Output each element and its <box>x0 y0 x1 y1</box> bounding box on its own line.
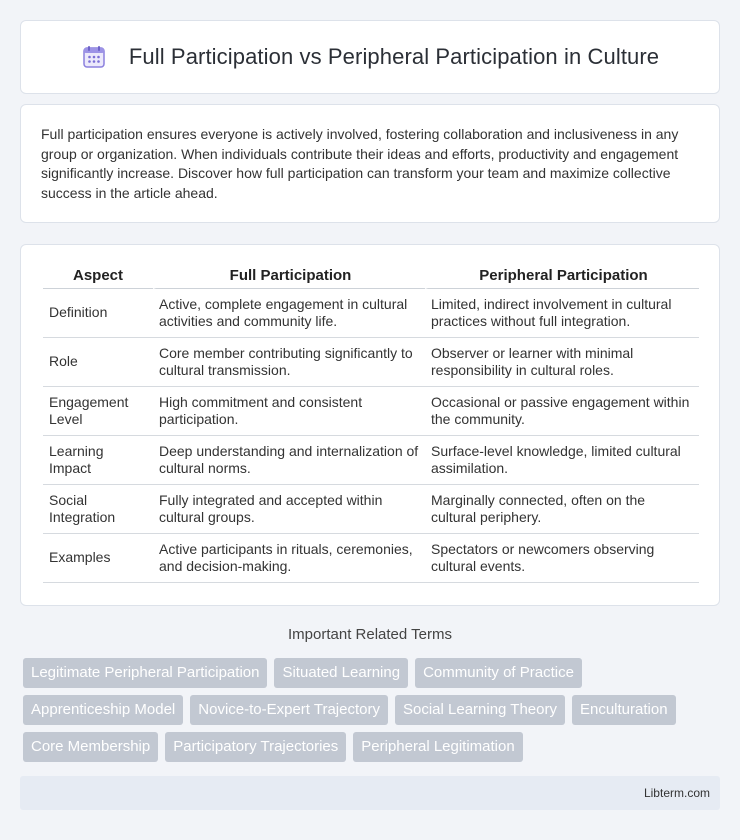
related-terms-heading: Important Related Terms <box>288 626 452 643</box>
page-title: Full Participation vs Peripheral Participation in Culture <box>128 44 660 69</box>
footer <box>20 776 720 810</box>
footer-site-link[interactable]: Libterm.com <box>643 786 710 800</box>
row-peripheral: Marginally connected, often on the cultural periphery. <box>425 485 699 534</box>
intro-card <box>20 104 720 223</box>
header-full-participation: Full Participation <box>153 265 425 289</box>
row-aspect: Definition <box>43 289 153 338</box>
table-row <box>43 534 699 583</box>
title-card <box>20 20 720 94</box>
header-peripheral-participation: Peripheral Participation <box>425 265 699 289</box>
row-aspect: Engagement Level <box>43 387 153 436</box>
term-tag[interactable]: Enculturation <box>572 695 676 725</box>
term-tag[interactable]: Participatory Trajectories <box>165 732 346 762</box>
table-row <box>43 387 699 436</box>
row-full: Active, complete engagement in cultural activities and community life. <box>153 289 425 338</box>
row-aspect: Social Integration <box>43 485 153 534</box>
table-row <box>43 485 699 534</box>
row-peripheral: Spectators or newcomers observing cultural events. <box>425 534 699 583</box>
comparison-table <box>43 265 699 583</box>
table-row <box>43 436 699 485</box>
row-peripheral: Surface-level knowledge, limited cultural assimilation. <box>425 436 699 485</box>
row-full: High commitment and consistent participation. <box>153 387 425 436</box>
related-terms-list <box>23 658 723 769</box>
term-tag[interactable]: Novice-to-Expert Trajectory <box>190 695 388 725</box>
row-full: Deep understanding and internalization of cultural norms. <box>153 436 425 485</box>
row-aspect: Examples <box>43 534 153 583</box>
comparison-table-card <box>20 244 720 606</box>
row-aspect: Role <box>43 338 153 387</box>
row-aspect: Learning Impact <box>43 436 153 485</box>
row-peripheral: Occasional or passive engagement within the community. <box>425 387 699 436</box>
header-aspect: Aspect <box>43 265 153 289</box>
row-full: Core member contributing significantly to cultural transmission. <box>153 338 425 387</box>
term-tag[interactable]: Social Learning Theory <box>395 695 565 725</box>
term-tag[interactable]: Core Membership <box>23 732 158 762</box>
intro-paragraph: Full participation ensures everyone is actively involved, fostering collaboration and inclusiveness in any group or organization. When individuals contribute their ideas and efforts, productivity and engagement significantly increase. Discover how full participation can transform your team and maximize collective success in the article ahead. <box>41 126 679 201</box>
table-header-row <box>43 265 699 289</box>
table-row <box>43 338 699 387</box>
row-full: Fully integrated and accepted within cultural groups. <box>153 485 425 534</box>
row-full: Active participants in rituals, ceremonies, and decision-making. <box>153 534 425 583</box>
row-peripheral: Limited, indirect involvement in cultural practices without full integration. <box>425 289 699 338</box>
row-peripheral: Observer or learner with minimal responsibility in cultural roles. <box>425 338 699 387</box>
calendar-grid-icon <box>81 44 107 70</box>
term-tag[interactable]: Legitimate Peripheral Participation <box>23 658 267 688</box>
term-tag[interactable]: Apprenticeship Model <box>23 695 183 725</box>
term-tag[interactable]: Community of Practice <box>415 658 582 688</box>
table-row <box>43 289 699 338</box>
term-tag[interactable]: Peripheral Legitimation <box>353 732 522 762</box>
term-tag[interactable]: Situated Learning <box>274 658 408 688</box>
